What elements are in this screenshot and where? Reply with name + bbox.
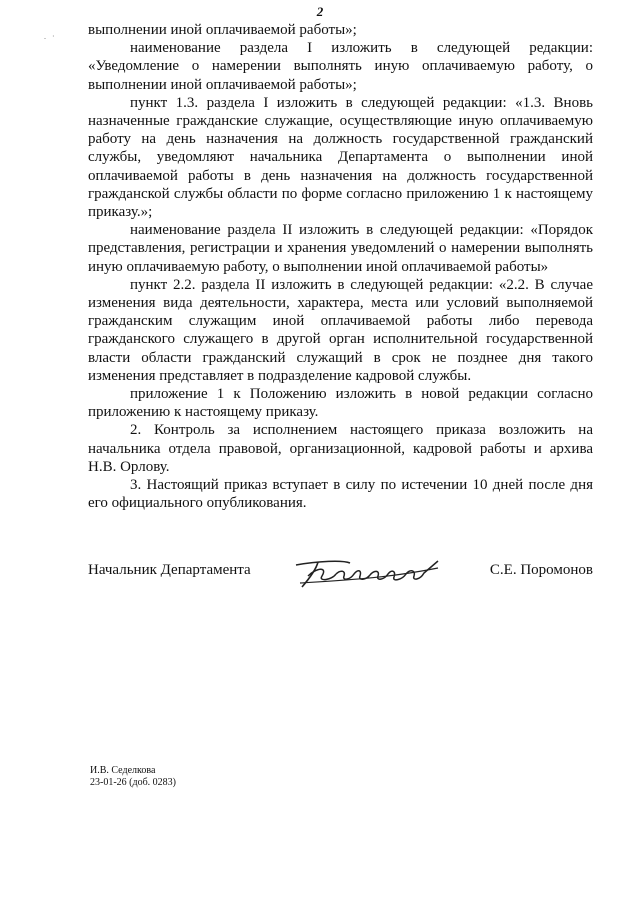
paragraph-item-2-2: пункт 2.2. раздела II изложить в следующей редакции: «2.2. В случае изменения вида деятельности, характера, места или условий выполняемой гражданским служащим иной оплачиваемой работы либо перевода гражданского служащего в другой орган исполнительной государственной власти области гражданский служащий в срок не позднее дня такого изменения представляет в подразделение кадровой службы. [88,276,593,384]
paragraph-item-1-3: пункт 1.3. раздела I изложить в следующей редакции: «1.3. Вновь назначенные гражданские служащие, осуществляющие иную оплачиваемую работу на день назначения на должность государственной гражданский службы, уведомляют начальника Департамента о выполнении иной оплачиваемой работы в день назначения на должность государственной гражданской службы области по форме согласно приложению 1 к настоящему приказу.»; [88,94,593,221]
paragraph-control: 2. Контроль за исполнением настоящего приказа возложить на начальника отдела правовой, организационной, кадровой работы и архива Н.В. Орлову. [88,422,593,475]
executor-info [90,765,176,789]
page-number: 2 [316,4,324,19]
paragraph-continuation: выполнении иной оплачиваемой работы»; [88,22,357,38]
paragraph-section2-title: наименование раздела II изложить в следующей редакции: «Порядок представления, регистрации и хранения уведомлений о намерении выполнять иную оплачиваемую работу, о выполнении иной оплачиваемой работы» [88,222,593,275]
handwritten-signature [288,556,468,590]
signature-block [88,556,593,596]
paragraph-section1-title: наименование раздела I изложить в следующей редакции: «Уведомление о намерении выполнять иную оплачиваемую работу, о выполнении иной оплачиваемой работы»; [88,40,593,93]
paragraph-effective-date: 3. Настоящий приказ вступает в силу по истечении 10 дней после дня его официального опубликования. [88,477,593,512]
paragraph-appendix: приложение 1 к Положению изложить в новой редакции согласно приложению к настоящему приказу. [88,386,593,421]
executor-name: И.В. Седелкова [90,765,156,776]
document-body [88,21,593,512]
signatory-name: С.Е. Поромонов [489,562,593,578]
signatory-position: Начальник Департамента [88,562,251,578]
executor-phone: 23-01-26 (доб. 0283) [90,777,176,788]
scan-artifact-marks: . · [44,32,57,41]
